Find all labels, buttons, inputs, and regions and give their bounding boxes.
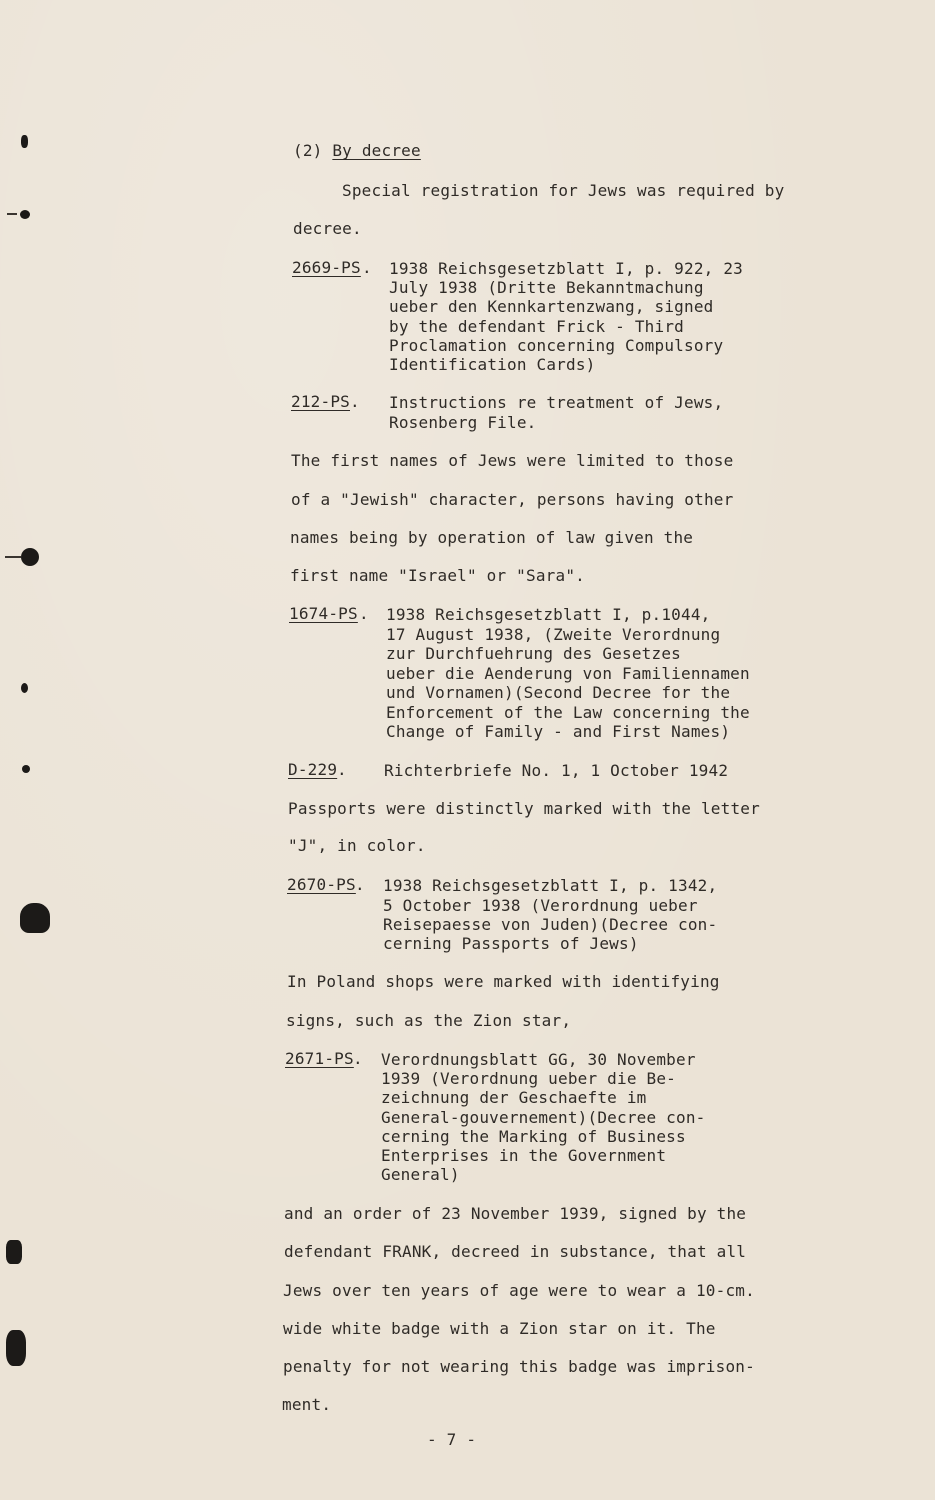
paragraph-line: and an order of 23 November 1939, signed by the bbox=[284, 1204, 747, 1223]
citation-line: General) bbox=[381, 1165, 460, 1184]
punch-hole-mark bbox=[22, 765, 30, 773]
paragraph-line: penalty for not wearing this badge was imprison- bbox=[283, 1357, 755, 1376]
punch-hole-mark bbox=[6, 1330, 26, 1366]
section-heading bbox=[293, 141, 421, 161]
citation-line: 17 August 1938, (Zweite Verordnung bbox=[386, 625, 721, 644]
paragraph-line: first name "Israel" or "Sara". bbox=[290, 566, 585, 585]
citation-ref: 2670-PS bbox=[287, 875, 356, 894]
paragraph-line: Passports were distinctly marked with the letter bbox=[288, 799, 760, 818]
paragraph-line: defendant FRANK, decreed in substance, that all bbox=[284, 1242, 747, 1261]
citation-ref-dot: . bbox=[355, 875, 365, 894]
paragraph-line: "J", in color. bbox=[288, 836, 426, 855]
citation-line: Identification Cards) bbox=[389, 355, 596, 374]
paragraph-line: Special registration for Jews was required by bbox=[342, 181, 785, 200]
paragraph-line: In Poland shops were marked with identifying bbox=[287, 972, 720, 991]
citation-line: 1938 Reichsgesetzblatt I, p.1044, bbox=[386, 605, 711, 624]
punch-hole-mark bbox=[20, 210, 30, 219]
citation-ref: 2669-PS bbox=[292, 258, 361, 277]
paragraph-line: of a "Jewish" character, persons having other bbox=[291, 490, 734, 509]
paragraph-line: wide white badge with a Zion star on it. The bbox=[283, 1319, 716, 1338]
citation-line: Rosenberg File. bbox=[389, 413, 537, 432]
edge-mark bbox=[7, 213, 17, 215]
citation-line: 1939 (Verordnung ueber die Be- bbox=[381, 1069, 676, 1088]
citation-line: Richterbriefe No. 1, 1 October 1942 bbox=[384, 761, 729, 780]
paragraph-line: decree. bbox=[293, 219, 362, 238]
citation-ref: D-229 bbox=[288, 760, 338, 779]
citation-ref-dot: . bbox=[350, 392, 360, 411]
citation-line: zur Durchfuehrung des Gesetzes bbox=[386, 644, 681, 663]
paragraph-line: The first names of Jews were limited to those bbox=[291, 451, 734, 470]
citation-ref-dot: . bbox=[359, 604, 369, 623]
section-title: By decree bbox=[332, 141, 421, 160]
citation-line: Enterprises in the Government bbox=[381, 1146, 667, 1165]
punch-hole-mark bbox=[6, 1240, 22, 1264]
citation-line: July 1938 (Dritte Bekanntmachung bbox=[389, 278, 704, 297]
citation-line: Instructions re treatment of Jews, bbox=[389, 393, 724, 412]
section-number: (2) bbox=[293, 141, 323, 160]
citation-line: 5 October 1938 (Verordnung ueber bbox=[383, 896, 698, 915]
paragraph-line: signs, such as the Zion star, bbox=[286, 1011, 572, 1030]
citation-line: Change of Family - and First Names) bbox=[386, 722, 731, 741]
edge-mark bbox=[5, 556, 21, 558]
punch-hole-mark bbox=[21, 135, 28, 148]
citation-line: ueber den Kennkartenzwang, signed bbox=[389, 297, 714, 316]
citation-line: cerning Passports of Jews) bbox=[383, 934, 639, 953]
citation-line: Enforcement of the Law concerning the bbox=[386, 703, 750, 722]
citation-line: by the defendant Frick - Third bbox=[389, 317, 684, 336]
page-number: - 7 - bbox=[427, 1430, 477, 1449]
citation-line: ueber die Aenderung von Familiennamen bbox=[386, 664, 750, 683]
citation-ref: 212-PS bbox=[291, 392, 350, 411]
punch-hole-mark bbox=[21, 548, 39, 566]
citation-line: 1938 Reichsgesetzblatt I, p. 1342, bbox=[383, 876, 718, 895]
paragraph-line: ment. bbox=[282, 1395, 332, 1414]
paragraph-line: names being by operation of law given the bbox=[290, 528, 694, 547]
citation-ref: 1674-PS bbox=[289, 604, 358, 623]
citation-line: cerning the Marking of Business bbox=[381, 1127, 686, 1146]
citation-line: 1938 Reichsgesetzblatt I, p. 922, 23 bbox=[389, 259, 743, 278]
punch-hole-mark bbox=[20, 903, 50, 933]
citation-ref-dot: . bbox=[353, 1049, 363, 1068]
citation-line: Reisepaesse von Juden)(Decree con- bbox=[383, 915, 718, 934]
citation-line: zeichnung der Geschaefte im bbox=[381, 1088, 647, 1107]
citation-line: Verordnungsblatt GG, 30 November bbox=[381, 1050, 696, 1069]
citation-ref: 2671-PS bbox=[285, 1049, 354, 1068]
citation-ref-dot: . bbox=[337, 760, 347, 779]
punch-hole-mark bbox=[21, 683, 28, 693]
citation-line: General-gouvernement)(Decree con- bbox=[381, 1108, 706, 1127]
paragraph-line: Jews over ten years of age were to wear a 10-cm. bbox=[283, 1281, 755, 1300]
citation-ref-dot: . bbox=[362, 258, 372, 277]
citation-line: Proclamation concerning Compulsory bbox=[389, 336, 724, 355]
citation-line: und Vornamen)(Second Decree for the bbox=[386, 683, 731, 702]
